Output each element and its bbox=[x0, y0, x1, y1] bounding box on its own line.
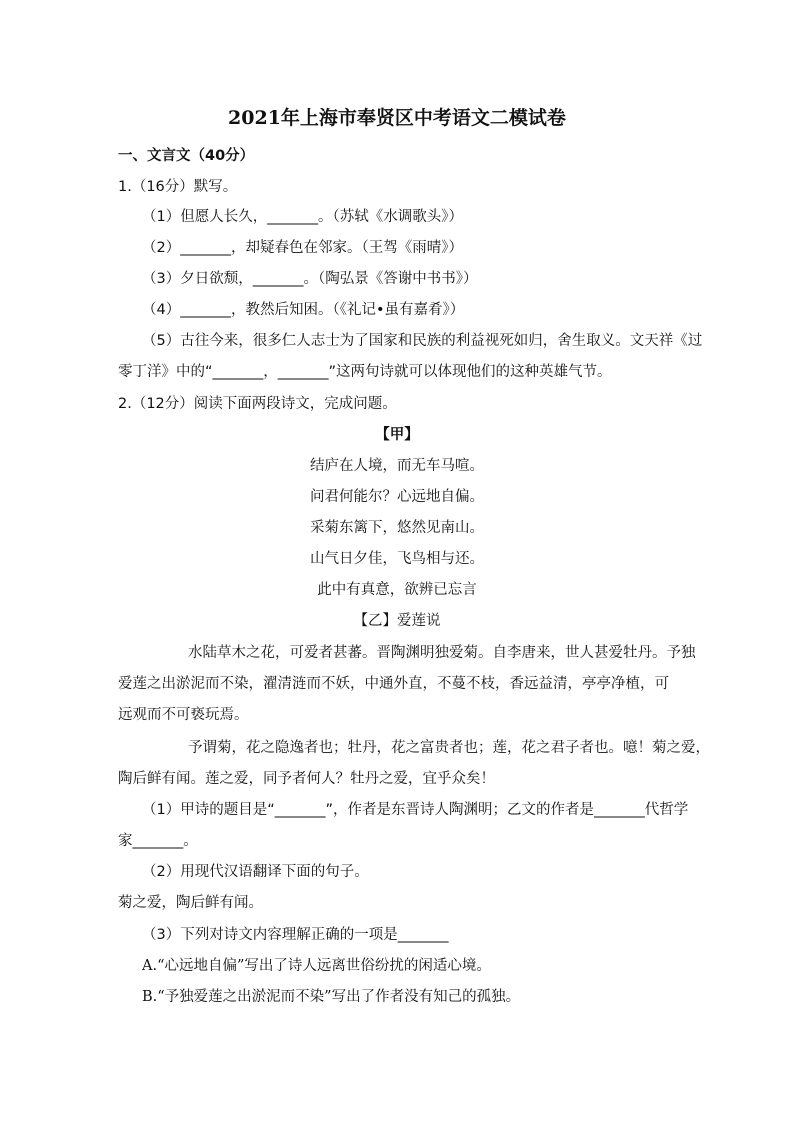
question-1-stem: 1.（16分）默写。 bbox=[118, 179, 238, 195]
question-1-item-1: （1）但愿人长久，_______。（苏轼《水调歌头》） bbox=[142, 209, 463, 225]
prose-paragraph-1-line-2: 爱莲之出淤泥而不染，濯清涟而不妖，中通外直，不蔓不枝，香远益清，亭亭净植，可 bbox=[118, 676, 669, 692]
sub-question-1-line-1: （1）甲诗的题目是“_______”，作者是东晋诗人陶渊明；乙文的作者是_______代哲学 bbox=[142, 802, 689, 818]
question-1-item-5-line-2: 零丁洋》中的“_______，_______”这两句诗就可以体现他们的这种英雄气节。 bbox=[118, 364, 612, 380]
prose-heading-yi: 【乙】爱莲说 bbox=[353, 613, 441, 629]
poem-heading-jia: 【甲】 bbox=[375, 427, 419, 443]
prose-paragraph-1-line-3: 远观而不可亵玩焉。 bbox=[118, 707, 249, 723]
question-1-item-4: （4）_______，教然后知困。（《礼记•虽有嘉肴》） bbox=[142, 302, 465, 318]
poem-line-2: 问君何能尔？心远地自偏。 bbox=[310, 489, 484, 505]
section-heading: 一、文言文（40分） bbox=[118, 148, 255, 164]
question-1-item-2: （2）_______，却疑春色在邻家。（王驾《雨晴》） bbox=[142, 240, 463, 256]
poem-line-5: 此中有真意，欲辨已忘言 bbox=[317, 582, 477, 598]
page-title: 2021年上海市奉贤区中考语文二模试卷 bbox=[228, 107, 566, 129]
option-a: A.“心远地自偏”写出了诗人远离世俗纷扰的闲适心境。 bbox=[142, 958, 491, 974]
sub-question-3: （3）下列对诗文内容理解正确的一项是_______ bbox=[142, 927, 449, 943]
poem-line-3: 采菊东篱下，悠然见南山。 bbox=[310, 520, 484, 536]
option-b: B.“予独爱莲之出淤泥而不染”写出了作者没有知己的孤独。 bbox=[142, 989, 521, 1005]
prose-paragraph-2-line-2: 陶后鲜有闻。莲之爱，同予者何人？牡丹之爱，宜乎众矣！ bbox=[118, 771, 495, 787]
prose-paragraph-1-line-1: 水陆草木之花，可爱者甚蕃。晋陶渊明独爱菊。自李唐来，世人甚爱牡丹。予独 bbox=[188, 645, 696, 661]
question-1-item-3: （3）夕日欲颓，_______。（陶弘景《答谢中书书》） bbox=[142, 271, 478, 287]
poem-line-1: 结庐在人境，而无车马喧。 bbox=[310, 458, 484, 474]
sub-question-2: （2）用现代汉语翻译下面的句子。 bbox=[142, 864, 369, 880]
sub-question-2-sentence: 菊之爱，陶后鲜有闻。 bbox=[118, 895, 263, 911]
question-2-stem: 2.（12分）阅读下面两段诗文，完成问题。 bbox=[118, 396, 397, 412]
sub-question-1-line-2: 家_______。 bbox=[118, 833, 198, 849]
poem-line-4: 山气日夕佳，飞鸟相与还。 bbox=[310, 551, 484, 567]
prose-paragraph-2-line-1: 予谓菊，花之隐逸者也；牡丹，花之富贵者也；莲，花之君子者也。噫！菊之爱， bbox=[188, 740, 710, 756]
question-1-item-5-line-1: （5）古往今来，很多仁人志士为了国家和民族的利益视死如归，舍生取义。文天祥《过 bbox=[142, 333, 703, 349]
